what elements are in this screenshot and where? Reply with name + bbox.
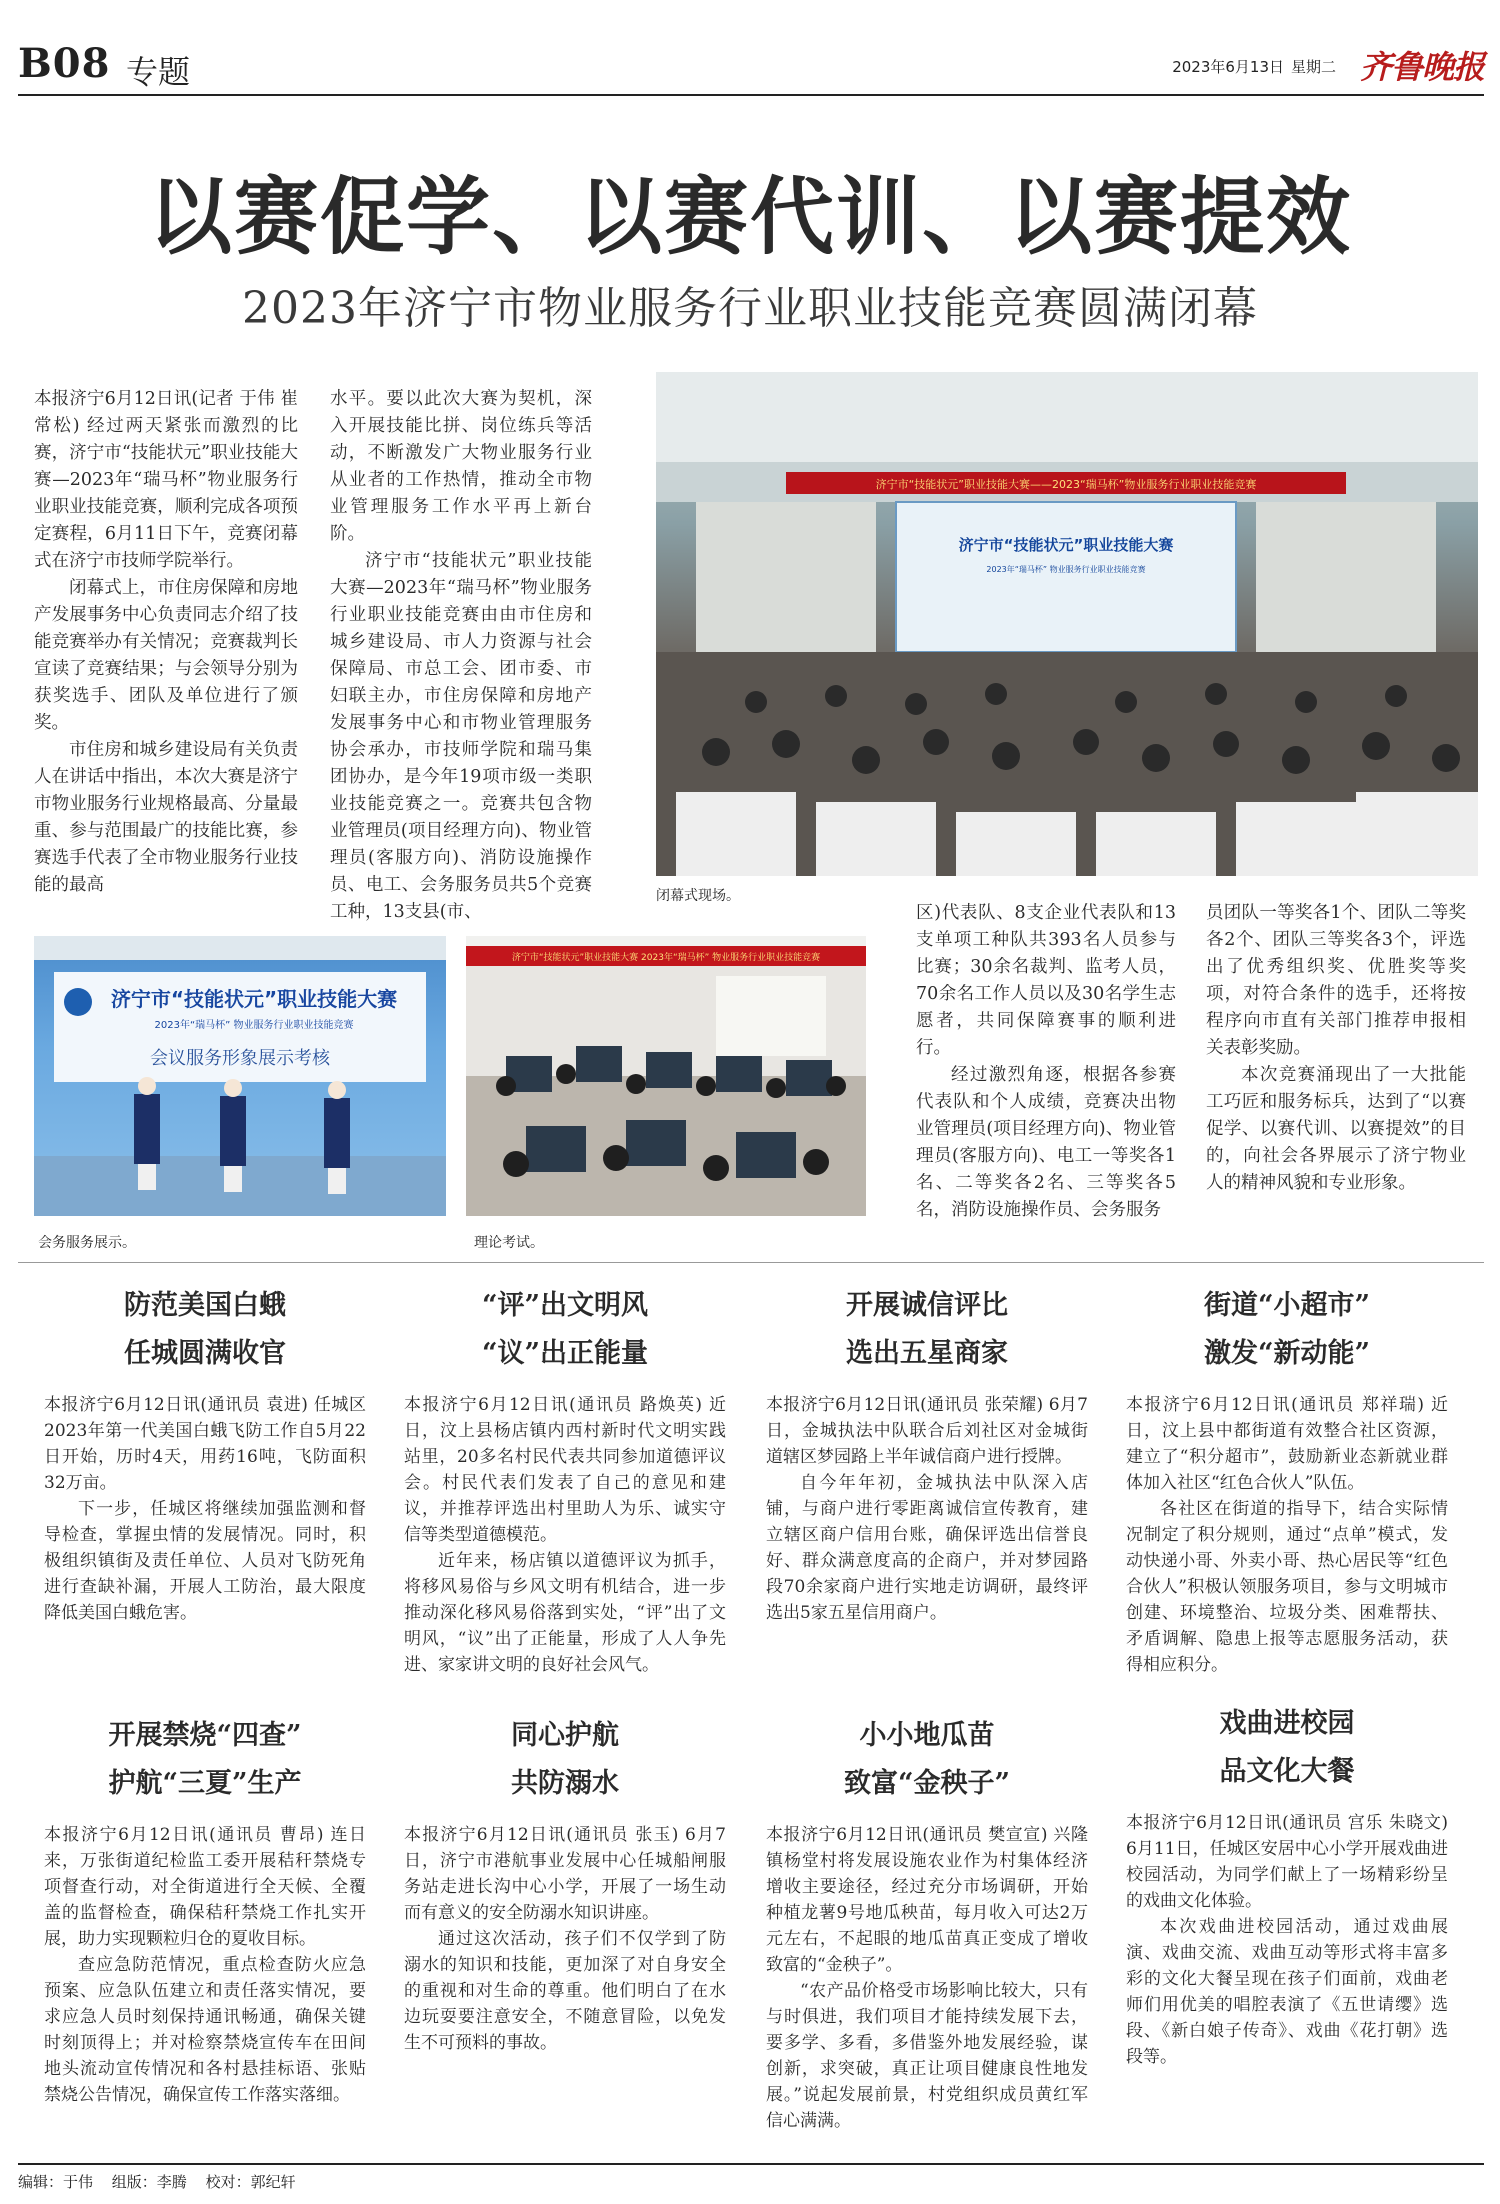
main-col3-p1: 区)代表队、8支企业代表队和13支单项工种队共393名人员参与比赛；30余名裁判、监考人员，70余名工作人员以及30名学生志愿者，共同保障赛事的顺利进行。 [916,903,1176,1058]
service-photo-scene [34,936,446,1216]
story-title-line2: 激发“新动能” [1203,1338,1371,1369]
service-photo-screen-line: 会议服务形象展示考核 [150,1048,330,1069]
story-title-line1: 防范美国白蛾 [124,1290,286,1321]
main-story-col3 [916,900,1176,1230]
story-paragraph: 自今年年初，金城执法中队深入店铺，与商户进行零距离诚信宣传教育，建立辖区商户信用台账，确保评选出信誉良好、群众满意度高的企商户，并对梦园路段70余家商户进行实地走访调研，最终评选出5家五星信用商户。 [766,1473,1088,1623]
story-lead: 本报济宁6月12日讯(通讯员 郑祥瑞) 近日，汶上县中都街道有效整合社区资源，建立了“积分超市”，鼓励新业态新就业群体加入社区“红色合伙人”队伍。 [1126,1395,1448,1493]
story-title-line2: 护航“三夏”生产 [108,1768,302,1799]
story-lead: 本报济宁6月12日讯(通讯员 袁进) 任城区2023年第一代美国白蛾飞防工作自5月22日开始，历时4天，用药16吨，飞防面积32万亩。 [44,1395,366,1493]
main-story-col2 [330,386,592,922]
story-title-line2: “议”出正能量 [481,1338,649,1369]
story-sweet-potato [766,1712,1088,2134]
exam-photo-banner: 济宁市“技能状元”职业技能大赛 2023年“瑞马杯” 物业服务行业职业技能竞赛 [511,953,821,963]
main-photo-screen-title: 济宁市“技能状元”职业技能大赛 [958,536,1174,554]
page-code: B08 [18,40,111,87]
story-paragraph: 各社区在街道的指导下，结合实际情况制定了积分规则，通过“点单”模式，发动快递小哥、外卖小哥、热心居民等“红色合伙人”积极认领服务项目，参与文明城市创建、环境整治、垃圾分类、困难帮扶、矛盾调解、隐患上报等志愿服务活动，获得相应积分。 [1126,1499,1448,1675]
paper-logo: 齐鲁晚报 [1359,48,1484,86]
footer-proof: 校对：郭纪轩 [205,2173,296,2191]
section-divider [18,1262,1484,1263]
story-lead: 本报济宁6月12日讯(通讯员 张玉) 6月7日，济宁市港航事业发展中心任城船闸服务站走进长沟中心小学，开展了一场生动而有意义的安全防溺水知识讲座。 [404,1825,726,1923]
story-lead: 本报济宁6月12日讯(通讯员 路焕英) 近日，汶上县杨店镇内西村新时代文明实践站里，20多名村民代表共同参加道德评议会。村民代表们发表了自己的意见和建议，并推荐评选出村里助人为乐、诚实守信等类型道德模范。 [404,1395,726,1545]
headline: 以赛促学、以赛代训、以赛提效 [147,167,1352,266]
main-photo-caption: 闭幕式现场。 [656,888,740,904]
page-footer [18,2163,1484,2192]
story-title-line2: 选出五星商家 [846,1338,1008,1369]
story-title-line2: 致富“金秧子” [843,1768,1011,1799]
story-lead: 本报济宁6月12日讯(通讯员 樊宣宣) 兴隆镇杨堂村将发展设施农业作为村集体经济增收主要途径，经过充分市场调研，开始种植龙薯9号地瓜秧苗，每月收入可达2万元左右，不起眼的地瓜苗真正变成了增收致富的“金秧子”。 [766,1825,1088,1975]
main-photo [656,372,1478,876]
story-title-line2: 任城圆满收官 [124,1338,286,1369]
main-photo-screen-sub: 2023年“瑞马杯” 物业服务行业职业技能竞赛 [986,565,1146,574]
story-burning-ban [44,1712,366,2108]
main-col3-p2: 经过激烈角逐，根据各参赛代表队和个人成绩，竞赛决出物业管理员(项目经理方向)、物业管理员(客服方向)、电工一等奖各1名、二等奖各2名、三等奖各5名，消防设施操作员、会务服务 [916,1065,1176,1220]
main-col1-p3: 市住房和城乡建设局有关负责人在讲话中指出，本次大赛是济宁市物业服务行业规格最高、分量最重、参与范围最广的技能比赛，参赛选手代表了全市物业服务行业技能的最高 [34,740,298,895]
main-story-col4 [1206,900,1466,1230]
main-col1-p1: 本报济宁6月12日讯(记者 于伟 崔常松) 经过两天紧张而激烈的比赛，济宁市“技能状元”职业技能大赛—2023年“瑞马杯”物业服务行业职业技能竞赛，顺利完成各项预定赛程，6月11日下午，竞赛闭幕式在济宁市技师学院举行。 [34,389,298,571]
main-col2-p2: 济宁市“技能状元”职业技能大赛—2023年“瑞马杯”物业服务行业职业技能竞赛由由市住房和城乡建设局、市人力资源与社会保障局、市总工会、团市委、市妇联主办，市住房保障和房地产发展事务中心和市物业管理服务协会承办，市技师学院和瑞马集团协办，是今年19项市级一类职业技能竞赛之一。竞赛共包含物业管理员(项目经理方向)、物业管理员(客服方向)、消防设施操作员、电工、会务服务员共5个竞赛工种，13支县(市、 [330,551,592,922]
subheadline: 2023年济宁市物业服务行业职业技能竞赛圆满闭幕 [242,283,1258,334]
story-paragraph: 查应急防范情况，重点检查防火应急预案、应急队伍建立和责任落实情况，要求应急人员时刻保持通讯畅通，确保关键时刻顶得上；并对检察禁烧宣传车在田间地头流动宣传情况和各村悬挂标语、张贴禁烧公告情况，确保宣传工作落实落细。 [44,1955,366,2105]
service-photo [34,936,446,1216]
service-photo-screen-sub: 2023年“瑞马杯” 物业服务行业职业技能竞赛 [154,1020,354,1031]
story-drowning [404,1712,726,2056]
story-paragraph: 近年来，杨店镇以道德评议为抓手，将移风易俗与乡风文明有机结合，进一步推动深化移风易俗落到实处，“评”出了文明风，“议”出了正能量，形成了人人争先进、家家讲文明的良好社会风气。 [404,1551,726,1675]
main-col4-p1: 员团队一等奖各1个、团队二等奖各2个、团队三等奖各3个，评选出了优秀组织奖、优胜奖等奖项，对符合条件的选手，还将按程序向市直有关部门推荐申报相关表彰奖励。 [1206,903,1466,1058]
story-civility [404,1282,726,1678]
story-points-market [1126,1282,1448,1678]
story-title-line1: 戏曲进校园 [1219,1708,1355,1739]
story-title-line1: 小小地瓜苗 [859,1720,995,1751]
main-col2-p1: 水平。要以此次大赛为契机，深入开展技能比拼、岗位练兵等活动，不断激发广大物业服务行业从业者的工作热情，推动全市物业管理服务工作水平再上新台阶。 [330,389,592,544]
footer-layout: 组版：李腾 [111,2173,187,2191]
issue-weekday: 星期二 [1290,58,1336,76]
story-lead: 本报济宁6月12日讯(通讯员 曹昂) 连日来，万张街道纪检监工委开展秸秆禁烧专项督查行动，对全街道进行全天候、全覆盖的监督检查，确保秸秆禁烧工作扎实开展，助力实现颗粒归仓的夏收目标。 [44,1825,366,1949]
story-opera [1126,1700,1448,2070]
service-photo-caption: 会务服务展示。 [38,1235,136,1251]
story-paragraph: “农产品价格受市场影响比较大，只有与时俱进，我们项目才能持续发展下去，要多学、多看，多借鉴外地发展经验，谋创新，求突破，真正让项目健康良性地发展。”说起发展前景，村党组织成员黄红军信心满满。 [766,1981,1088,2131]
main-col1-p2: 闭幕式上，市住房保障和房地产发展事务中心负责同志介绍了技能竞赛举办有关情况；竞赛裁判长宣读了竞赛结果；与会领导分别为获奖选手、团队及单位进行了颁奖。 [34,578,298,733]
story-lead: 本报济宁6月12日讯(通讯员 宫乐 朱晓文) 6月11日，任城区安居中心小学开展戏曲进校园活动，为同学们献上了一场精彩纷呈的戏曲文化体验。 [1126,1813,1448,1911]
story-integrity [766,1282,1088,1626]
exam-photo [466,936,866,1216]
page-header [18,34,1484,96]
footer-editor: 编辑：于伟 [18,2173,94,2191]
main-story-col1 [34,386,298,895]
story-title-line1: “评”出文明风 [481,1290,649,1321]
story-title-line2: 品文化大餐 [1219,1756,1355,1787]
main-col4-p2: 本次竞赛涌现出了一大批能工巧匠和服务标兵，达到了“以赛促学、以赛代训、以赛提效”的目的，向社会各界展示了济宁物业人的精神风貌和专业形象。 [1206,1065,1466,1193]
story-title-line1: 同心护航 [511,1720,619,1751]
main-photo-banner: 济宁市“技能状元”职业技能大赛——2023“瑞马杯”物业服务行业职业技能竞赛 [875,478,1257,491]
story-paragraph: 下一步，任城区将继续加强监测和督导检查，掌握虫情的发展情况。同时，积极组织镇街及责任单位、人员对飞防死角进行查缺补漏，开展人工防治，最大限度降低美国白蛾危害。 [44,1499,366,1623]
story-title-line1: 街道“小超市” [1203,1290,1371,1321]
story-white-moth [44,1282,366,1626]
story-title-line1: 开展禁烧“四查” [108,1720,302,1751]
story-paragraph: 通过这次活动，孩子们不仅学到了防溺水的知识和技能，更加深了对自身安全的重视和对生命的尊重。他们明白了在水边玩耍要注意安全，不随意冒险，以免发生不可预料的事故。 [404,1929,726,2053]
service-photo-screen-title: 济宁市“技能状元”职业技能大赛 [110,987,398,1011]
exam-photo-scene [466,936,866,1216]
exam-photo-caption: 理论考试。 [474,1235,544,1251]
issue-date: 2023年6月13日 [1172,58,1284,76]
story-paragraph: 本次戏曲进校园活动，通过戏曲展演、戏曲交流、戏曲互动等形式将丰富多彩的文化大餐呈现在孩子们面前，戏曲老师们用优美的唱腔表演了《五世请缨》选段、《新白娘子传奇》、戏曲《花打朝》选段等。 [1126,1917,1448,2067]
section-name: 专题 [126,53,191,91]
story-title-line2: 共防溺水 [511,1768,619,1799]
main-photo-scene [656,372,1478,876]
story-lead: 本报济宁6月12日讯(通讯员 张荣耀) 6月7日，金城执法中队联合后刘社区对金城街道辖区梦园路上半年诚信商户进行授牌。 [766,1395,1088,1467]
story-title-line1: 开展诚信评比 [846,1290,1008,1321]
